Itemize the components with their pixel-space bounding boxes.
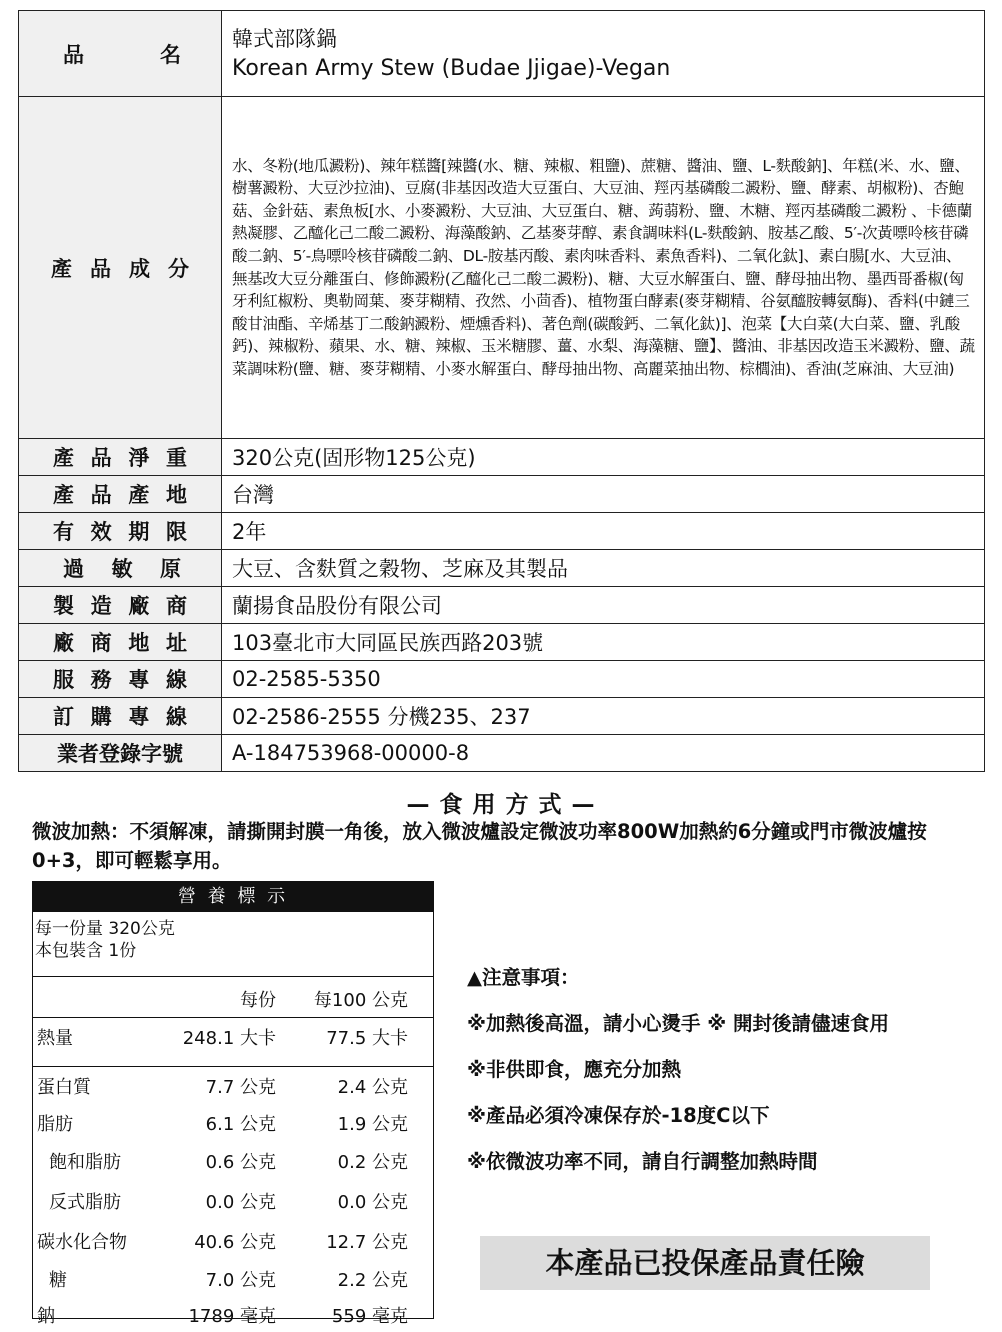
nutrient-name: 碳水化合物 [37,1232,127,1253]
servings-per-package: 本包裝含 1份 [35,941,137,961]
nutrient-name: 糖 [49,1270,67,1291]
nutrition-row-trans-fat [33,1188,433,1218]
spec-label-origin: 產 品 產 地 [19,476,222,513]
caution-item: ※依微波功率不同，請自行調整加熱時間 [467,1150,818,1173]
nutrient-per-100g: 77.5 大卡 [326,1028,408,1049]
spec-label-shelf-life: 有 效 期 限 [19,513,222,550]
nutrient-per-serving: 7.7 公克 [205,1077,276,1098]
spec-value-order-line: 02-2586-2555 分機235、237 [222,698,985,735]
spec-label-weight: 產 品 淨 重 [19,439,222,476]
spec-label-address: 廠 商 地 址 [19,624,222,661]
nutrition-row-energy [33,1024,433,1054]
nutrient-name: 鈉 [37,1306,55,1327]
nutrient-per-100g: 2.4 公克 [337,1077,408,1098]
col-per-serving: 每份 [240,990,276,1011]
nutrition-row-carbohydrate [33,1228,433,1258]
spec-value-weight: 320公克(固形物125公克) [222,439,985,476]
col-per-100g: 每100 公克 [313,990,408,1011]
serving-size: 每一份量 320公克 [35,919,175,939]
nutrient-per-100g: 0.2 公克 [337,1152,408,1173]
spec-label-manufacturer: 製 造 廠 商 [19,587,222,624]
nutrient-per-100g: 2.2 公克 [337,1270,408,1291]
nutrient-per-serving: 40.6 公克 [194,1232,276,1253]
usage-title: — 食 用 方 式 — [406,792,596,818]
nutrition-serving-info [33,912,433,966]
nutrient-per-serving: 0.0 公克 [205,1192,276,1213]
spec-value-address: 103臺北市大同區民族西路203號 [222,624,985,661]
spec-value-ingredients: 水、冬粉(地瓜澱粉)、辣年糕醬[辣醬(水、糖、辣椒、粗鹽)、蔗糖、醬油、鹽、L-麩酸鈉]、年糕(米、水、鹽、樹薯澱粉、大豆沙拉油)、豆腐(非基因改造大豆蛋白、大豆油、羥丙基磷酸二澱粉、鹽、酵素、胡椒粉)、杏鮑菇、金針菇、素魚板[水、小麥澱粉、大豆油、大豆蛋白、糖、蒟蒻粉、鹽、木糖、羥丙基磷酸二澱粉 、卡德蘭熱凝膠、乙醯化己二酸二澱粉、海藻酸鈉、乙基麥芽醇、素食調味料(L-麩酸鈉、胺基乙酸、5′-次黃嘌呤核苷磷酸二鈉、5′-鳥嘌呤核苷磷酸二鈉、DL-胺基丙酸、素肉味香料、素魚香料)、二氧化鈦]、素白腸[水、大豆油、無基改大豆分離蛋白、修飾澱粉(乙醯化己二酸二澱粉)、糖、大豆水解蛋白、鹽、酵母抽出物、墨西哥番椒(匈牙利紅椒粉、奧勒岡葉、麥芽糊精、孜然、小茴香)、植物蛋白酵素(麥芽糊精、谷氨醯胺轉氨酶)、香料(中鏈三酸甘油酯、辛烯基丁二酸鈉澱粉、煙燻香料)、著色劑(碳酸鈣、二氧化鈦)]、泡菜【大白菜(大白菜、鹽、乳酸鈣)、辣椒粉、蘋果、水、糖、辣椒、玉米糖膠、薑、水梨、海藻糖、鹽】、醬油、非基因改造玉米澱粉、鹽、蔬菜調味粉(鹽、糖、麥芽糊精、小麥水解蛋白、酵母抽出物、高麗菜抽出物、棕櫚油)、香油(芝麻油、大豆油) [222,97,985,439]
caution-notes [467,955,987,1185]
nutrient-name: 脂肪 [37,1114,73,1135]
nutrition-row-saturated-fat [33,1148,433,1178]
nutrition-row-sugar [33,1266,433,1296]
nutrient-per-100g: 1.9 公克 [337,1114,408,1135]
spec-label-name: 品 名 [19,11,222,97]
product-name-en: Korean Army Stew (Budae Jjigae)-Vegan [232,55,671,81]
liability-insurance-banner: 本產品已投保產品責任險 [480,1236,930,1290]
nutrient-name: 熱量 [37,1028,73,1049]
spec-value-name [222,11,985,97]
spec-label-ingredients: 產 品 成 分 [19,97,222,439]
caution-item: ※非供即食，應充分加熱 [467,1058,681,1081]
nutrient-name: 反式脂肪 [49,1192,121,1213]
product-spec-table [18,10,985,772]
nutrient-per-serving: 248.1 大卡 [182,1028,276,1049]
nutrition-row-fat [33,1110,433,1140]
nutrition-title: 營 養 標 示 [33,882,433,912]
nutrition-row-protein [33,1066,433,1097]
nutrition-row-sodium [33,1302,433,1332]
spec-label-registration: 業者登錄字號 [19,735,222,772]
spec-value-manufacturer: 蘭揚食品股份有限公司 [222,587,985,624]
product-name-zh: 韓式部隊鍋 [232,26,337,51]
spec-label-order-line: 訂 購 專 線 [19,698,222,735]
nutrient-name: 飽和脂肪 [49,1152,121,1173]
nutrient-per-serving: 6.1 公克 [205,1114,276,1135]
usage-instructions: 微波加熱：不須解凍，請撕開封膜一角後，放入微波爐設定微波功率800W加熱約6分鐘或門市微波爐按0+3，即可輕鬆享用。 [32,820,927,872]
nutrient-per-100g: 0.0 公克 [337,1192,408,1213]
nutrition-facts-panel [32,881,434,1327]
spec-label-service-line: 服 務 專 線 [19,661,222,698]
caution-item: ※加熱後高溫，請小心燙手 ※ 開封後請儘速食用 [467,1012,889,1035]
nutrient-per-serving: 7.0 公克 [205,1270,276,1291]
spec-label-allergens: 過 敏 原 [19,550,222,587]
spec-value-shelf-life: 2年 [222,513,985,550]
nutrient-per-serving: 0.6 公克 [205,1152,276,1173]
spec-value-service-line: 02-2585-5350 [222,661,985,698]
nutrient-per-100g: 12.7 公克 [326,1232,408,1253]
spec-value-registration: A-184753968-00000-8 [222,735,985,772]
caution-item: ※產品必須冷凍保存於-18度C以下 [467,1104,770,1127]
nutrition-column-header [33,976,433,1018]
spec-value-allergens: 大豆、含麩質之穀物、芝麻及其製品 [222,550,985,587]
nutrient-per-100g: 559 毫克 [331,1306,408,1327]
spec-value-origin: 台灣 [222,476,985,513]
nutrient-name: 蛋白質 [37,1077,91,1098]
nutrient-per-serving: 1789 毫克 [188,1306,276,1327]
caution-title: ▲注意事項： [467,966,580,989]
